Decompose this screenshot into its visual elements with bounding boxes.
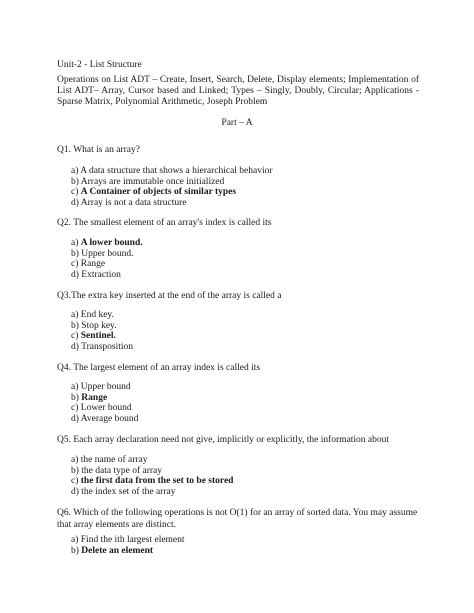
option-d: d) the index set of the array bbox=[71, 486, 176, 497]
option-c-answer: c) the first data from the set to be stored bbox=[71, 476, 234, 486]
question-3-options bbox=[71, 310, 133, 352]
question-2-options bbox=[71, 238, 143, 280]
option-b: b) Stop key. bbox=[71, 320, 117, 331]
question-6-options bbox=[71, 535, 185, 556]
option-a: a) End key. bbox=[71, 310, 114, 320]
option-d: d) Average bound bbox=[71, 413, 139, 424]
question-6: Q6. Which of the following operations is not O(1) for an array of sorted data. You may assume that array elements are distinct. bbox=[57, 508, 418, 530]
option-c: c) Range bbox=[71, 259, 106, 269]
question-1-options bbox=[71, 166, 273, 208]
option-b-answer: b) Delete an element bbox=[71, 545, 154, 556]
option-a: a) Find the ith largest element bbox=[71, 535, 185, 545]
option-b: b) the data type of array bbox=[71, 465, 163, 476]
option-a-answer: a) A lower bound. bbox=[71, 238, 143, 248]
question-4: Q4. The largest element of an array index is called its bbox=[57, 363, 261, 373]
option-d: d) Extraction bbox=[71, 269, 121, 280]
option-a: a) A data structure that shows a hierarchical behavior bbox=[71, 166, 273, 176]
question-3: Q3.The extra key inserted at the end of the array is called a bbox=[57, 291, 282, 301]
unit-title: Unit-2 - List Structure bbox=[57, 60, 142, 70]
option-c: c) Lower bound bbox=[71, 403, 132, 413]
question-5: Q5. Each array declaration need not give, implicitly or explicitly, the information about bbox=[57, 435, 390, 445]
option-b: b) Upper bound. bbox=[71, 248, 134, 259]
unit-syllabus: Operations on List ADT – Create, Insert, Search, Delete, Display elements; Implementation of List ADT– Array, Cursor based and Linked; Types – Singly, Doubly, Circular; Applications - Sparse Matrix, Polynomial Arithmetic, Joseph Problem bbox=[57, 75, 419, 107]
question-1: Q1. What is an array? bbox=[57, 145, 140, 155]
question-5-options bbox=[71, 455, 233, 497]
part-heading: Part – A bbox=[221, 118, 253, 128]
option-a: a) Upper bound bbox=[71, 382, 131, 392]
question-4-options bbox=[71, 382, 138, 424]
option-d: d) Array is not a data structure bbox=[71, 197, 187, 208]
option-a: a) the name of array bbox=[71, 455, 148, 465]
option-b-answer: b) Range bbox=[71, 392, 108, 403]
option-c-answer: c) Sentinel. bbox=[71, 331, 116, 341]
question-2: Q2. The smallest element of an array's index is called its bbox=[57, 218, 272, 228]
option-b: b) Arrays are immutable once initialized bbox=[71, 176, 225, 187]
option-d: d) Transposition bbox=[71, 341, 134, 352]
option-c-answer: c) A Container of objects of similar types bbox=[71, 187, 237, 197]
